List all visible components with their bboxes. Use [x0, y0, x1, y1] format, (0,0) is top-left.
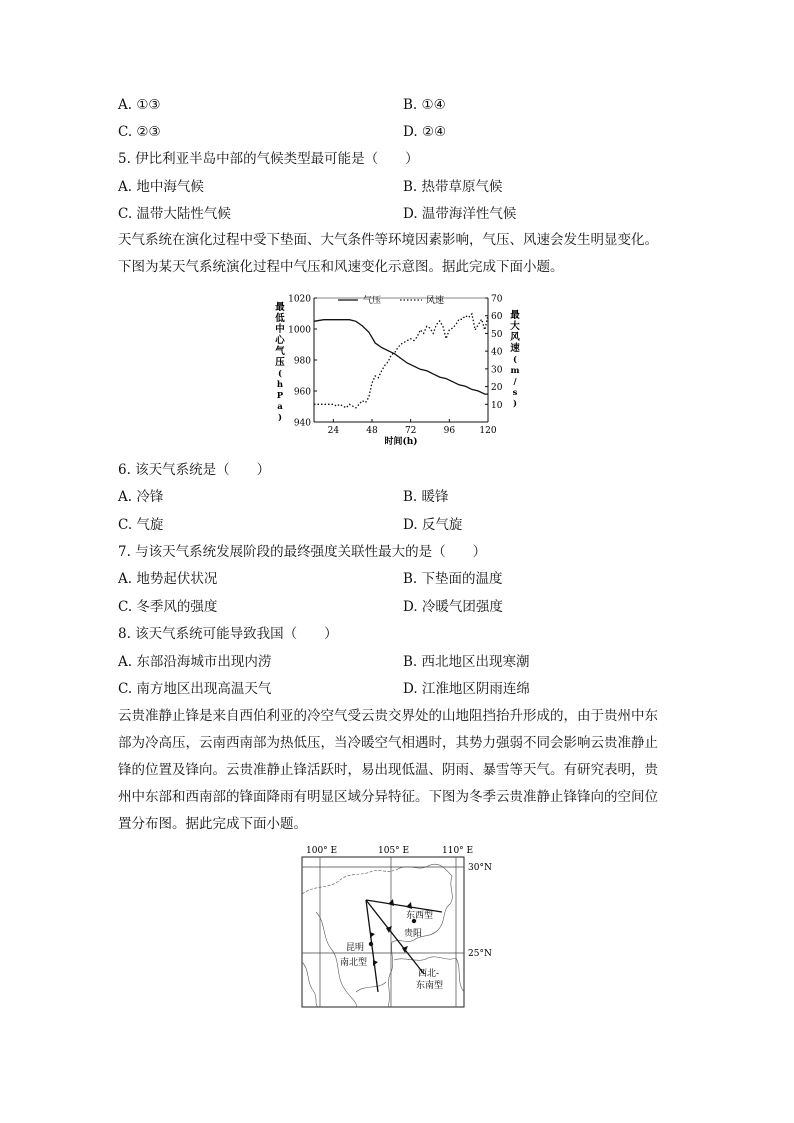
q4-option-a: A. ①③: [118, 97, 161, 113]
lat-30-label: 30°N: [468, 863, 492, 873]
passage-line: 锋的位置及锋向。云贵准静止锋活跃时，易出现低温、阴雨、暴雪等天气。有研究表明，贵: [118, 762, 658, 778]
legend-wind-label: 风速: [426, 296, 445, 306]
q8-option-a: A. 东部沿海城市出现内涝: [118, 654, 272, 670]
lon-105-label: 105° E: [378, 846, 410, 856]
q5-option-d: D. 温带海洋性气候: [403, 206, 517, 222]
front-orientation-map: [296, 842, 506, 1012]
nw-se-type-label-line1: 西北-: [418, 969, 440, 979]
left-axis-title: 最低中心气压( h P a ): [275, 302, 285, 423]
passage-line: 天气系统在演化过程中受下垫面、大气条件等环境因素影响，气压、风速会发生明显变化。: [118, 232, 658, 248]
province-boundary: [356, 982, 386, 992]
q5-option-b: B. 热带草原气候: [403, 179, 503, 195]
left-tick-label: 940: [293, 418, 311, 429]
right-tick-label: 40: [491, 347, 503, 358]
front-marker: [406, 902, 412, 909]
passage-stationary-front: [118, 703, 688, 838]
province-boundary: [388, 942, 393, 1007]
left-tick-label: 960: [293, 387, 311, 398]
x-axis-title: 时间(h): [384, 437, 418, 447]
pressure-wind-chart: [268, 288, 528, 456]
x-tick-label: 48: [366, 426, 378, 436]
lon-100-label: 100° E: [306, 846, 338, 856]
q8-stem: 8. 该天气系统可能导致我国（ ）: [118, 626, 338, 642]
q4-option-d: D. ②④: [403, 124, 447, 140]
passage-line: 部为冷高压，云南西南部为热低压，当冷暖空气相遇时，其势力强弱不同会影响云贵准静止: [118, 735, 658, 751]
q4-option-c: C. ②③: [118, 124, 161, 140]
province-boundary: [302, 870, 394, 894]
right-tick-label: 30: [491, 365, 503, 376]
q6-option-d: D. 反气旋: [403, 517, 463, 533]
lat-25-label: 25°N: [468, 949, 492, 959]
q5-option-c: C. 温带大陆性气候: [118, 206, 231, 222]
passage-line: 置分布图。据此完成下面小题。: [118, 816, 307, 832]
q8-option-c: C. 南方地区出现高温天气: [118, 681, 272, 697]
q7-option-b: B. 下垫面的温度: [403, 571, 503, 587]
east-west-type-label: 东西型: [406, 911, 434, 921]
nw-se-type-label-line2: 东南型: [416, 981, 444, 991]
q8-option-b: B. 西北地区出现寒潮: [403, 654, 530, 670]
wind-speed-line: [314, 314, 488, 408]
right-tick-label: 70: [491, 294, 503, 305]
q8-option-d: D. 江淮地区阴雨连绵: [403, 681, 530, 697]
right-tick-label: 50: [491, 329, 503, 340]
x-tick-label: 120: [479, 426, 497, 436]
q5-stem: 5. 伊比利亚半岛中部的气候类型最可能是（ ）: [118, 151, 419, 167]
pressure-line: [314, 320, 488, 394]
right-axis-title: 最大风速( m / s ): [510, 310, 520, 409]
front-marker: [370, 932, 375, 938]
x-tick-label: 72: [404, 426, 417, 436]
lon-110-label: 110° E: [442, 846, 474, 856]
q6-option-c: C. 气旋: [118, 517, 164, 533]
q6-stem: 6. 该天气系统是（ ）: [118, 462, 271, 478]
passage-line: 州中东部和西南部的锋面降雨有明显区域分异特征。下图为冬季云贵准静止锋锋向的空间位: [118, 789, 658, 805]
left-tick-label: 1020: [288, 294, 311, 305]
left-tick-label: 1000: [288, 325, 311, 336]
q7-option-a: A. 地势起伏状况: [118, 571, 218, 587]
right-tick-label: 60: [491, 312, 503, 323]
kunming-city-dot: [369, 942, 373, 946]
kunming-label: 昆明: [346, 943, 365, 953]
right-tick-label: 10: [491, 400, 503, 411]
q6-option-a: A. 冷锋: [118, 489, 164, 505]
guizhou-boundary: [392, 864, 452, 942]
passage-weather-system: [118, 227, 688, 281]
q7-option-c: C. 冬季风的强度: [118, 599, 218, 615]
front-marker: [373, 960, 378, 966]
north-south-type-label: 南北型: [340, 958, 368, 968]
guiyang-label: 贵阳: [404, 929, 423, 939]
q7-stem: 7. 与该天气系统发展阶段的最终强度关联性最大的是（ ）: [118, 544, 487, 560]
province-boundary: [302, 962, 318, 1007]
left-tick-label: 980: [293, 356, 311, 367]
legend-pressure-label: 气压: [363, 296, 382, 306]
q5-option-a: A. 地中海气候: [118, 179, 204, 195]
passage-line: 云贵准静止锋是来自西伯利亚的冷空气受云贵交界处的山地阻挡抬升形成的，由于贵州中东: [118, 708, 658, 724]
q7-option-d: D. 冷暖气团强度: [403, 599, 503, 615]
x-tick-label: 96: [443, 426, 456, 436]
right-tick-label: 20: [491, 383, 503, 394]
x-tick-label: 24: [327, 426, 340, 436]
q4-option-b: B. ①④: [403, 97, 446, 113]
passage-line: 下图为某天气系统演化过程中气压和风速变化示意图。据此完成下面小题。: [118, 259, 564, 275]
q6-option-b: B. 暖锋: [403, 489, 449, 505]
